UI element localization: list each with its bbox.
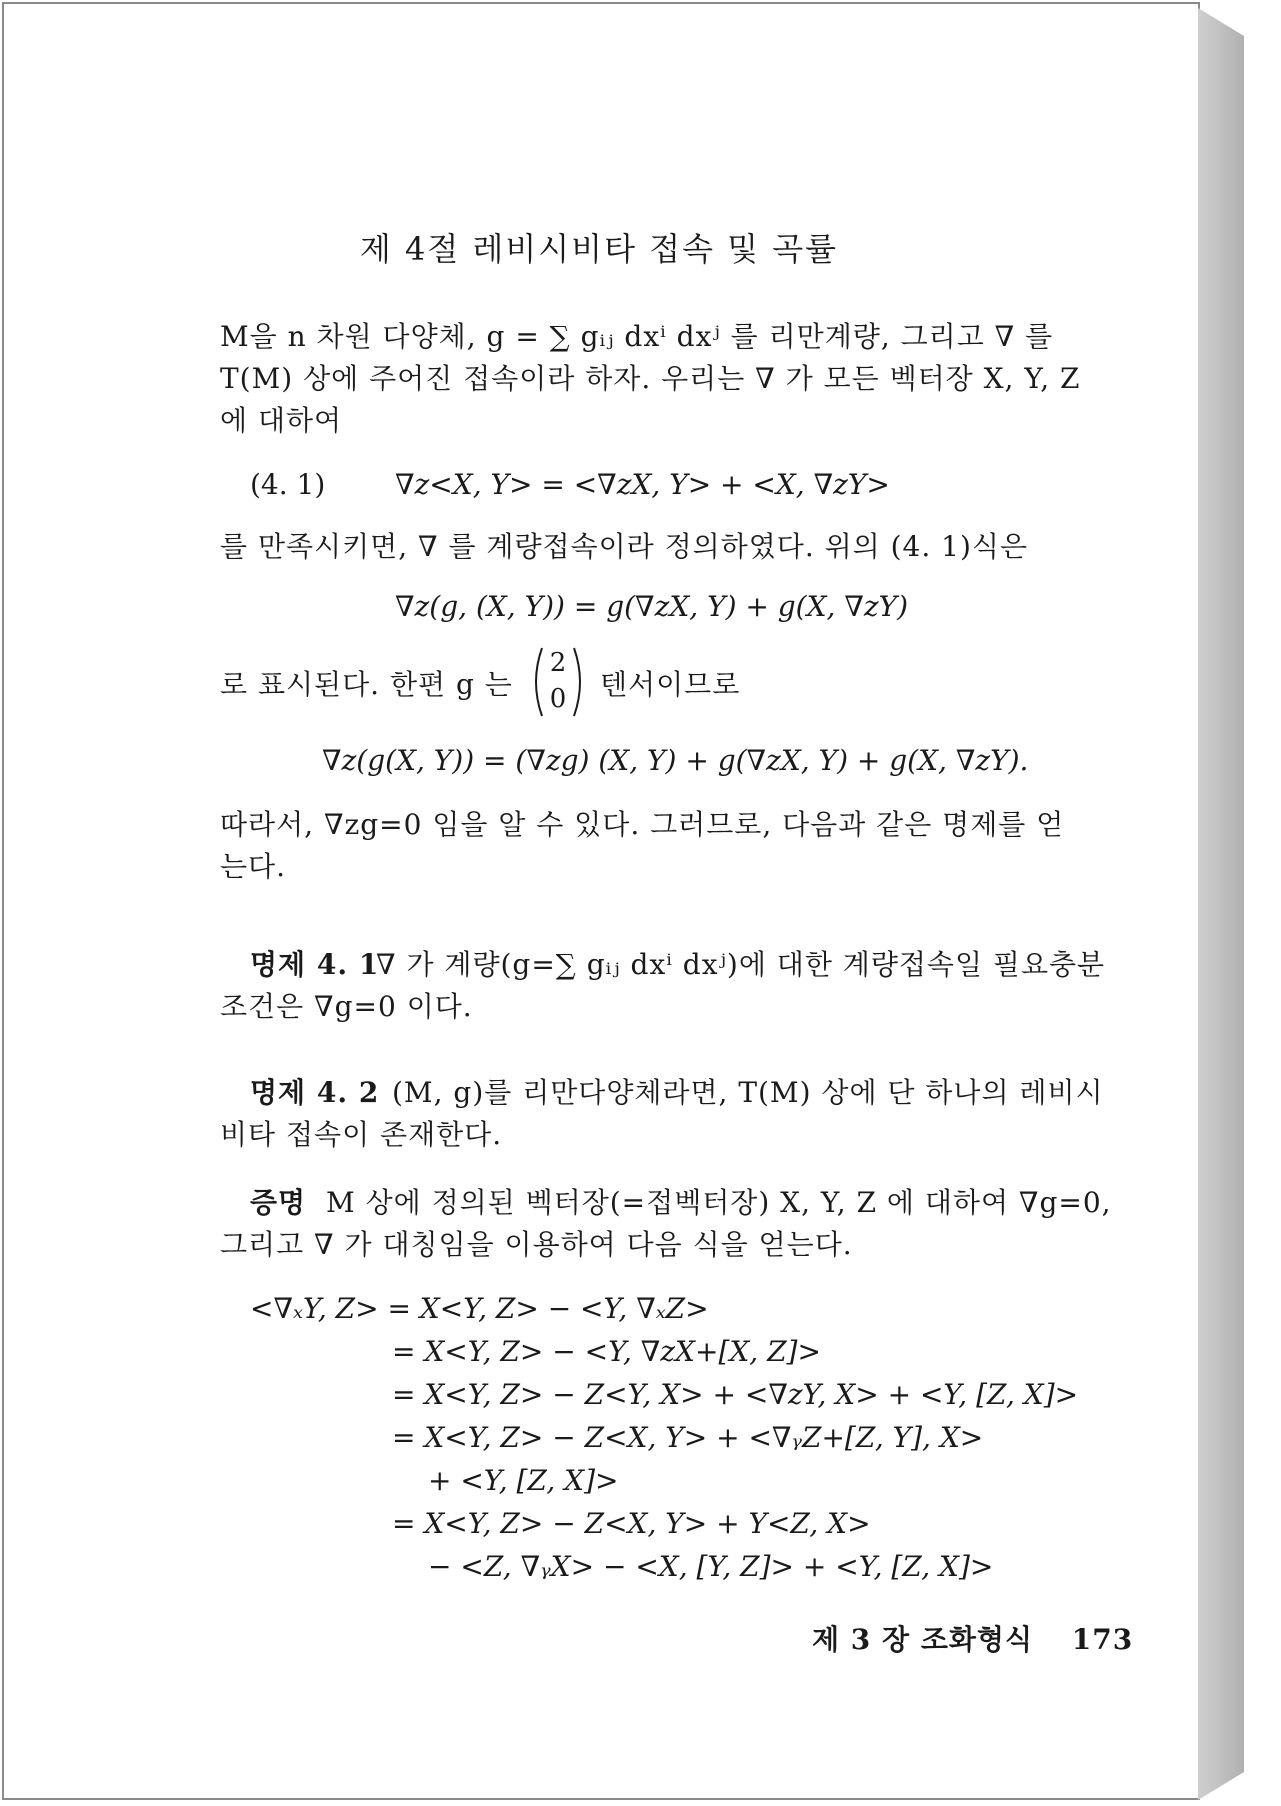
binomial-bottom: 0	[549, 684, 567, 714]
derivation-line-5: + <Y, [Z, X]>	[428, 1464, 619, 1497]
derivation-line-4: = X<Y, Z> − Z<X, Y> + <∇ᵧZ+[Z, Y], X>	[392, 1421, 984, 1454]
proof-line2: 그리고 ∇ 가 대칭임을 이용하여 다음 식을 얻는다.	[220, 1228, 853, 1261]
para1-line3: 에 대하여	[220, 404, 343, 437]
para3-text-after: 텐서이므로	[600, 668, 741, 701]
equation-number-4-1: (4. 1)	[250, 468, 326, 501]
derivation-line-1: <∇ₓY, Z> = X<Y, Z> − <Y, ∇ₓZ>	[250, 1292, 709, 1325]
proposition-4-1-line2: 조건은 ∇g=0 이다.	[220, 990, 473, 1023]
derivation-line-6: = X<Y, Z> − Z<X, Y> + Y<Z, X>	[392, 1507, 871, 1540]
proposition-4-2-line1: (M, g)를 리만다양체라면, T(M) 상에 단 하나의 레비시	[392, 1076, 1104, 1109]
proposition-4-1-line1: ∇ 가 계량(g=∑ gᵢⱼ dxⁱ dxʲ)에 대한 계량접속일 필요충분	[376, 948, 1106, 981]
section-title: 제 4절 레비시비타 접속 및 곡률	[359, 230, 839, 268]
page-footer	[812, 1618, 1133, 1658]
page-edge-shadow	[1198, 8, 1244, 1800]
para1-line1: M을 n 차원 다양체, g = ∑ gᵢⱼ dxⁱ dxʲ 를 리만계량, 그리고 ∇ 를	[220, 320, 1054, 353]
proof-label: 증명	[250, 1186, 307, 1219]
footer-chapter: 제 3 장 조화형식	[812, 1623, 1034, 1656]
binomial-2-0	[528, 644, 588, 720]
para4-line1: 따라서, ∇zg=0 임을 알 수 있다. 그러므로, 다음과 같은 명제를 얻	[220, 808, 1065, 841]
para2: 를 만족시키면, ∇ 를 계량접속이라 정의하였다. 위의 (4. 1)식은	[220, 530, 1028, 563]
para1-line2: T(M) 상에 주어진 접속이라 하자. 우리는 ∇ 가 모든 벡터장 X, Y, Z	[220, 362, 1081, 395]
para3-text-before: 로 표시된다. 한편 g 는	[220, 668, 513, 701]
proposition-4-2-line2: 비타 접속이 존재한다.	[220, 1118, 503, 1151]
derivation-line-7: − <Z, ∇ᵧX> − <X, [Y, Z]> + <Y, [Z, X]>	[428, 1550, 994, 1583]
para4-line2: 는다.	[220, 850, 286, 883]
derivation-line-3: = X<Y, Z> − Z<Y, X> + <∇zY, X> + <Y, [Z, X]>	[392, 1378, 1079, 1411]
equation-metric-expansion: ∇z(g, (X, Y)) = g(∇zX, Y) + g(X, ∇zY)	[395, 590, 909, 623]
page-number: 173	[1071, 1623, 1134, 1656]
proposition-4-1-label: 명제 4. 1	[250, 948, 380, 981]
binomial-top: 2	[549, 648, 567, 678]
proposition-4-2-label: 명제 4. 2	[250, 1076, 380, 1109]
proof-line1: M 상에 정의된 벡터장(=접벡터장) X, Y, Z 에 대하여 ∇g=0,	[326, 1186, 1112, 1219]
equation-derivative-metric: ∇z(g(X, Y)) = (∇zg) (X, Y) + g(∇zX, Y) + g(X, ∇zY).	[322, 744, 1029, 777]
derivation-line-2: = X<Y, Z> − <Y, ∇zX+[X, Z]>	[392, 1335, 821, 1368]
equation-4-1: ∇z<X, Y> = <∇zX, Y> + <X, ∇zY>	[395, 468, 890, 501]
